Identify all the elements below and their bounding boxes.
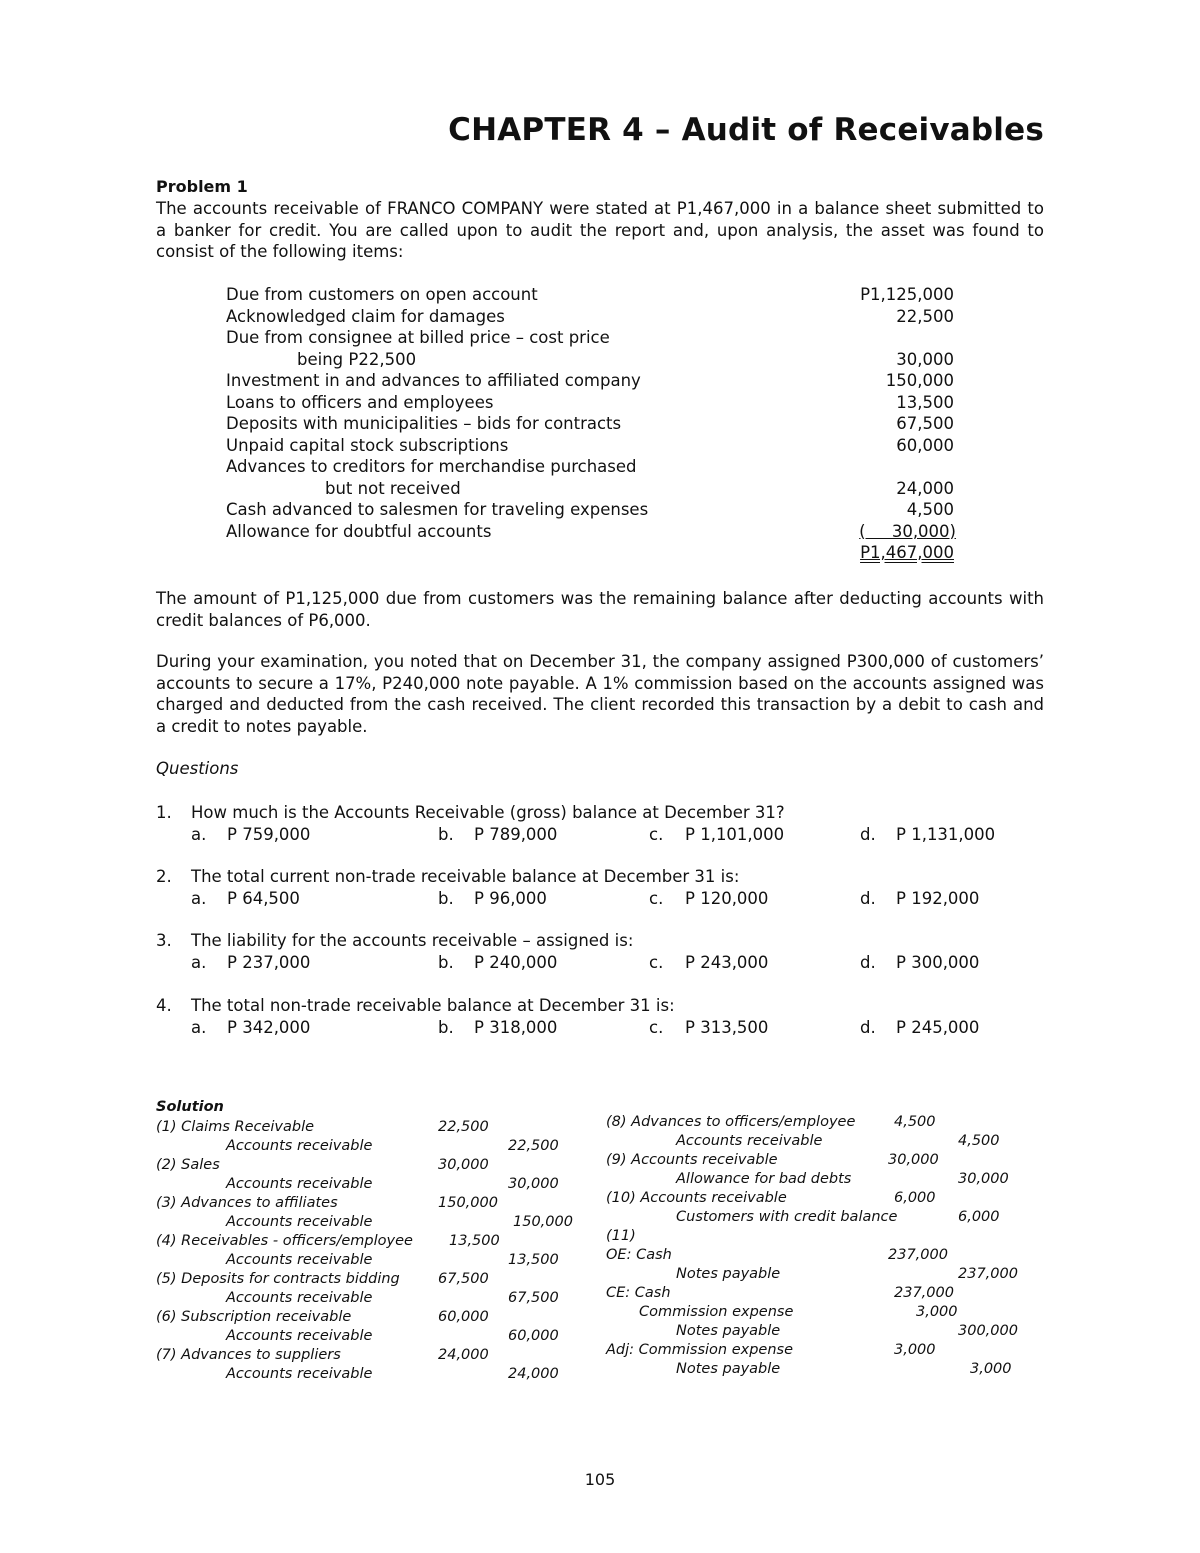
item-label: Advances to creditors for merchandise purchased: [226, 457, 637, 476]
journal-entry-line: (10) Accounts receivable 6,000: [606, 1190, 936, 1206]
journal-entry-line: Accounts receivable 22,500: [226, 1138, 559, 1154]
problem-heading: Problem 1: [156, 177, 248, 196]
journal-entry-line: Notes payable 237,000: [676, 1266, 1018, 1282]
option-a: a. P 342,000: [191, 1017, 311, 1037]
journal-entry-line: (11): [606, 1228, 636, 1244]
option-c: c. P 120,000: [649, 888, 769, 908]
item-label: Due from customers on open account: [226, 285, 538, 304]
question-number: 4.: [156, 996, 172, 1015]
journal-entry-line: (5) Deposits for contracts bidding 67,500: [156, 1271, 489, 1287]
option-a: a. P 237,000: [191, 952, 311, 972]
item-amount: ( 30,000): [859, 521, 956, 541]
journal-entry-line: Accounts receivable 67,500: [226, 1290, 559, 1306]
page-number: 105: [584, 1470, 616, 1489]
journal-entry-line: Accounts receivable 4,500: [676, 1133, 1000, 1149]
journal-entry-line: (4) Receivables - officers/employee 13,500: [156, 1233, 500, 1249]
item-row: [226, 478, 966, 500]
item-label: Allowance for doubtful accounts: [226, 521, 492, 541]
item-row: [226, 435, 966, 457]
item-row: [226, 306, 966, 328]
option-b: b. P 789,000: [438, 824, 558, 844]
journal-entry-line: (6) Subscription receivable 60,000: [156, 1309, 489, 1325]
journal-entry-line: (7) Advances to suppliers 24,000: [156, 1347, 489, 1363]
question-text: The total non-trade receivable balance at December 31 is:: [191, 996, 675, 1015]
option-d: d. P 300,000: [860, 952, 980, 972]
journal-entry-line: Accounts receivable 150,000: [226, 1214, 573, 1230]
journal-entry-line: Commission expense 3,000: [639, 1304, 958, 1320]
journal-entry-line: (2) Sales 30,000: [156, 1157, 489, 1173]
item-amount: P1,125,000: [860, 285, 954, 304]
journal-entry-line: Notes payable 3,000: [676, 1361, 1012, 1377]
journal-entry-line: Customers with credit balance 6,000: [676, 1209, 1000, 1225]
option-d: d. P 192,000: [860, 888, 980, 908]
journal-entry-line: Accounts receivable 24,000: [226, 1366, 559, 1382]
journal-entry-line: (3) Advances to affiliates 150,000: [156, 1195, 498, 1211]
journal-entry-line: Notes payable 300,000: [676, 1323, 1018, 1339]
item-amount: 30,000: [896, 349, 954, 369]
question-text: The liability for the accounts receivable – assigned is:: [191, 931, 634, 950]
item-amount: 24,000: [896, 478, 954, 498]
option-a: a. P 759,000: [191, 824, 311, 844]
option-b: b. P 96,000: [438, 888, 547, 908]
option-c: c. P 1,101,000: [649, 824, 785, 844]
option-d: d. P 1,131,000: [860, 824, 996, 844]
intro-paragraph: The accounts receivable of FRANCO COMPANY were stated at P1,467,000 in a balance sheet submitted to a banker for credit. You are called upon to audit the report and, upon analysis, the asset was found to consist of the following items:: [156, 199, 1044, 261]
credit-balance-paragraph: The amount of P1,125,000 due from customers was the remaining balance after deducting accounts with credit balances of P6,000.: [156, 589, 1044, 630]
questions-label: Questions: [156, 759, 239, 778]
solution-left-column: [156, 1118, 586, 1384]
question-3: [156, 930, 1056, 973]
item-label: Loans to officers and employees: [226, 392, 494, 412]
journal-entry-line: (1) Claims Receivable 22,500: [156, 1119, 489, 1135]
journal-entry-line: OE: Cash 237,000: [606, 1247, 948, 1263]
item-label: Investment in and advances to affiliated company: [226, 371, 641, 390]
question-4: [156, 995, 1056, 1038]
journal-entry-line: (8) Advances to officers/employee 4,500: [606, 1114, 936, 1130]
question-number: 3.: [156, 931, 172, 950]
option-b: b. P 318,000: [438, 1017, 558, 1037]
item-row: [226, 370, 966, 392]
item-amount: 60,000: [896, 435, 954, 455]
option-c: c. P 243,000: [649, 952, 769, 972]
item-row: [226, 499, 966, 521]
journal-entry-line: Accounts receivable 60,000: [226, 1328, 559, 1344]
item-row: [226, 349, 966, 371]
solution-section: [156, 1098, 1018, 1382]
journal-entry-line: Adj: Commission expense 3,000: [606, 1342, 936, 1358]
question-text: How much is the Accounts Receivable (gross) balance at December 31?: [191, 803, 785, 822]
journal-entry-line: Accounts receivable 30,000: [226, 1176, 559, 1192]
question-2: [156, 866, 1056, 909]
receivables-items-list: [226, 284, 966, 564]
item-label: Acknowledged claim for damages: [226, 306, 505, 326]
question-number: 1.: [156, 803, 172, 822]
chapter-title: CHAPTER 4 – Audit of Receivables: [448, 112, 1044, 148]
item-row: [226, 327, 966, 349]
item-label: Cash advanced to salesmen for traveling expenses: [226, 500, 649, 519]
item-total-amount: P1,467,000: [860, 543, 954, 562]
solution-right-column: [606, 1113, 1036, 1379]
journal-entry-line: Accounts receivable 13,500: [226, 1252, 559, 1268]
journal-entry-line: Allowance for bad debts 30,000: [676, 1171, 1009, 1187]
option-b: b. P 240,000: [438, 952, 558, 972]
item-total-row: [226, 542, 966, 564]
journal-entry-line: CE: Cash 237,000: [606, 1285, 954, 1301]
item-amount: 13,500: [896, 392, 954, 412]
option-c: c. P 313,500: [649, 1017, 769, 1037]
assignment-paragraph: During your examination, you noted that on December 31, the company assigned P300,000 of customers’ accounts to secure a 17%, P240,000 note payable. A 1% commission based on the accounts assigned was charged and deducted from the cash received. The client recorded this transaction by a debit to cash and a credit to notes payable.: [156, 652, 1044, 736]
question-text: The total current non-trade receivable balance at December 31 is:: [191, 867, 740, 886]
item-label: Due from consignee at billed price – cost price: [226, 328, 610, 347]
item-label: but not received: [325, 478, 461, 498]
journal-entry-line: (9) Accounts receivable 30,000: [606, 1152, 939, 1168]
option-d: d. P 245,000: [860, 1017, 980, 1037]
item-row: [226, 392, 966, 414]
solution-heading: Solution: [156, 1099, 224, 1115]
item-label: Unpaid capital stock subscriptions: [226, 435, 509, 455]
option-a: a. P 64,500: [191, 888, 300, 908]
item-row: [226, 284, 966, 306]
item-amount: 67,500: [896, 414, 954, 433]
item-label: being P22,500: [297, 349, 417, 369]
question-number: 2.: [156, 867, 172, 886]
item-row: [226, 521, 966, 543]
item-amount: 4,500: [906, 500, 954, 519]
item-row: [226, 413, 966, 435]
item-row: [226, 456, 966, 478]
question-1: [156, 802, 1056, 845]
item-amount: 22,500: [896, 306, 954, 326]
item-amount: 150,000: [885, 371, 954, 390]
item-label: Deposits with municipalities – bids for contracts: [226, 414, 622, 433]
